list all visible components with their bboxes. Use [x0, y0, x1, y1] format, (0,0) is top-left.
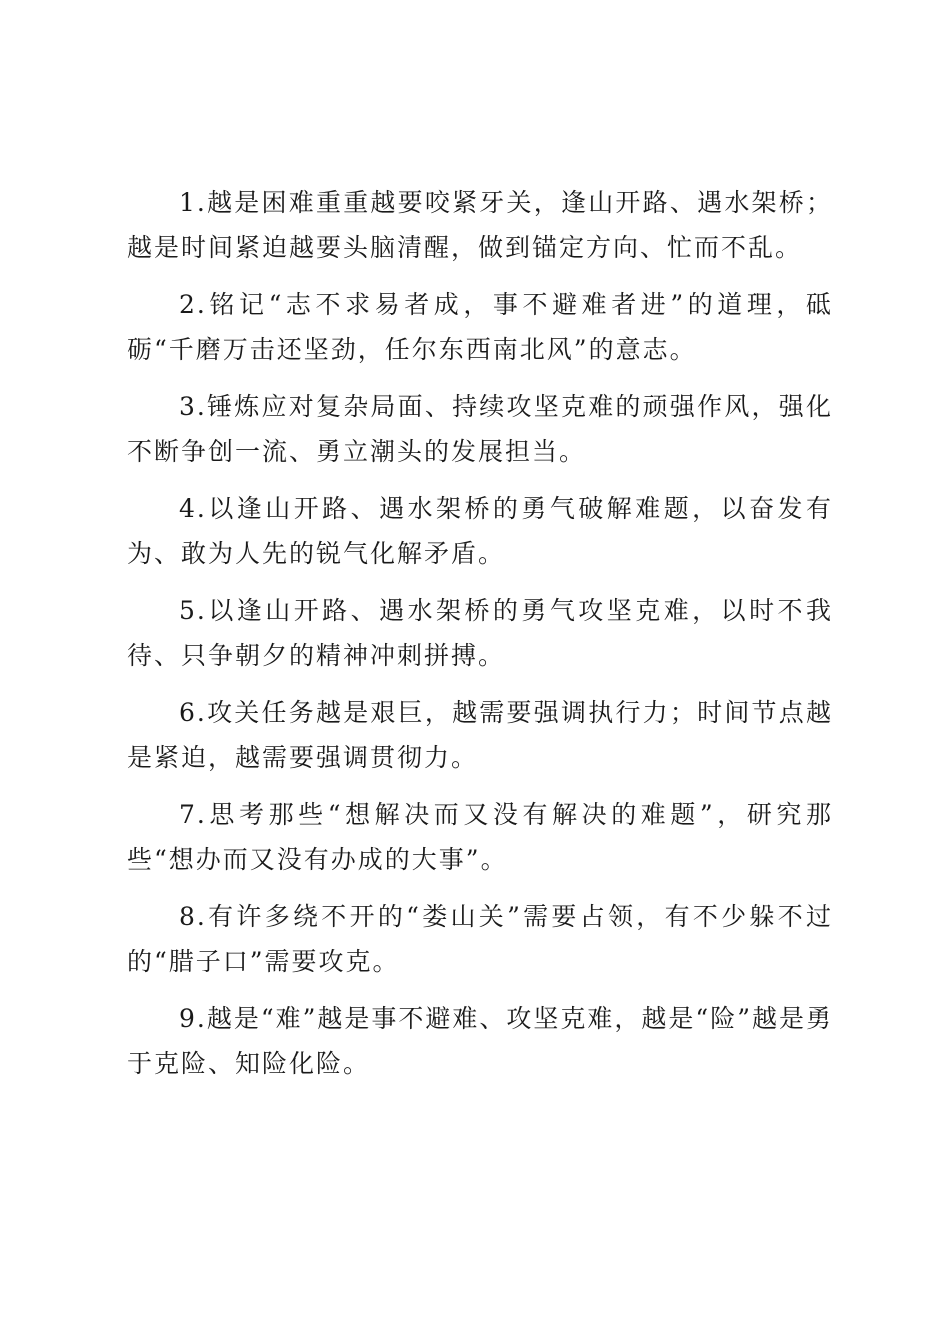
document-body — [127, 180, 833, 1098]
paragraph-5: 5.以逢山开路、遇水架桥的勇气攻坚克难，以时不我待、只争朝夕的精神冲刺拼搏。 — [127, 596, 833, 670]
paragraph-1: 1.越是困难重重越要咬紧牙关，逢山开路、遇水架桥；越是时间紧迫越要头脑清醒，做到锚定方向、忙而不乱。 — [127, 188, 833, 262]
paragraph-6: 6.攻关任务越是艰巨，越需要强调执行力；时间节点越是紧迫，越需要强调贯彻力。 — [127, 698, 833, 772]
paragraph-3: 3.锤炼应对复杂局面、持续攻坚克难的顽强作风，强化不断争创一流、勇立潮头的发展担当。 — [127, 392, 833, 466]
paragraph-9: 9.越是“难”越是事不避难、攻坚克难，越是“险”越是勇于克险、知险化险。 — [127, 1004, 833, 1078]
paragraph-2: 2.铭记“志不求易者成，事不避难者进”的道理，砥砺“千磨万击还坚劲，任尔东西南北风”的意志。 — [127, 290, 833, 364]
paragraph-7: 7.思考那些“想解决而又没有解决的难题”，研究那些“想办而又没有办成的大事”。 — [127, 800, 833, 874]
paragraph-8: 8.有许多绕不开的“娄山关”需要占领，有不少躲不过的“腊子口”需要攻克。 — [127, 902, 833, 976]
paragraph-4: 4.以逢山开路、遇水架桥的勇气破解难题，以奋发有为、敢为人先的锐气化解矛盾。 — [127, 494, 833, 568]
